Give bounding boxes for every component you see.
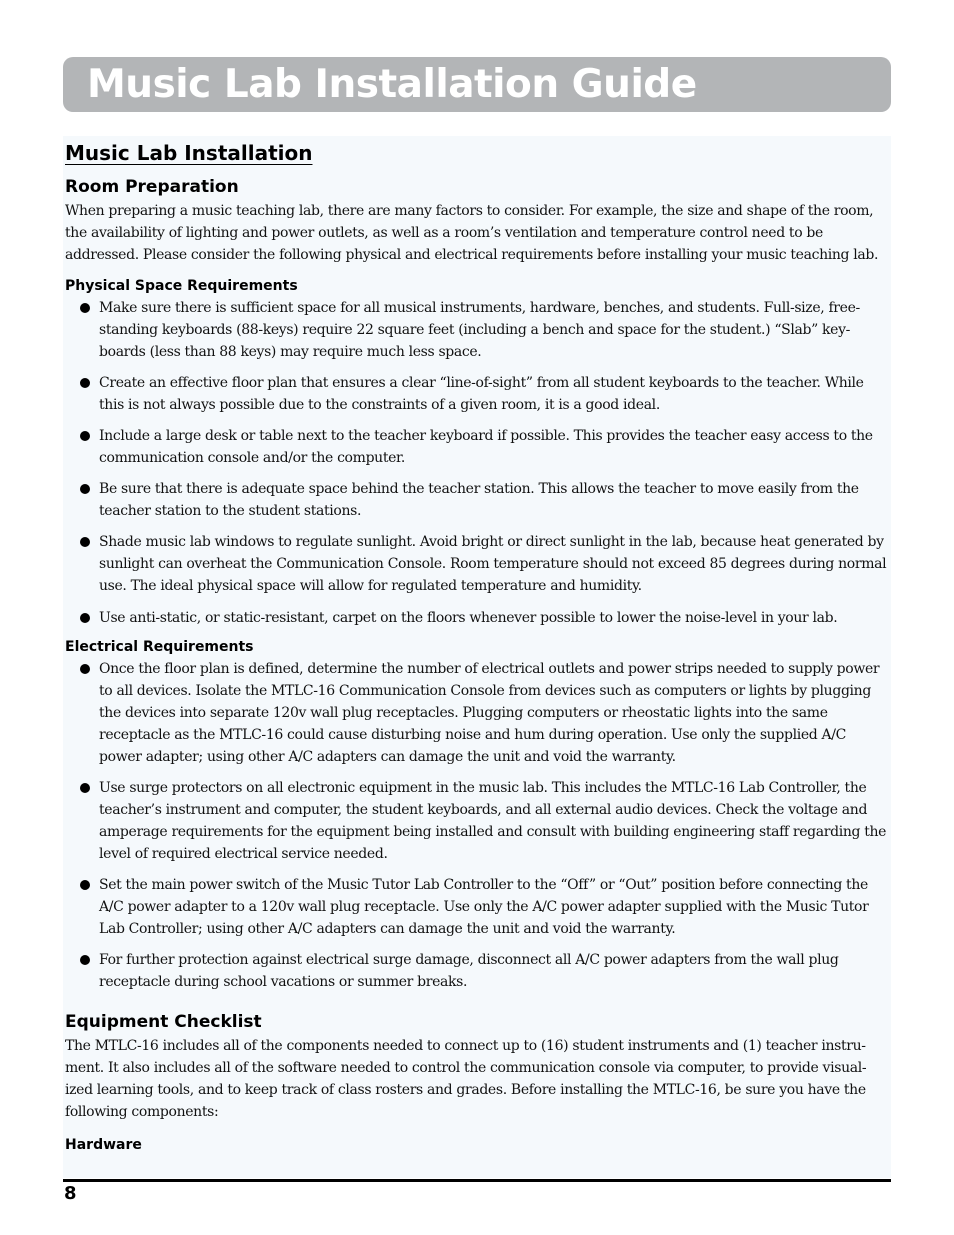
list-item-text: For further protection against electrical surge damage, disconnect all A/C power adapters from the wall plug receptacle during school vacations or summer breaks.	[99, 952, 839, 990]
list-item	[65, 949, 887, 993]
list-item-text: Be sure that there is adequate space behind the teacher station. This allows the teacher to move easily from the teacher station to the student stations.	[99, 481, 859, 519]
list-item	[65, 297, 887, 363]
list-item-text: Include a large desk or table next to the teacher keyboard if possible. This provides the teacher easy access to the communication console and/or the computer.	[99, 428, 873, 466]
physical-space-list	[65, 297, 887, 629]
footer-rule	[63, 1179, 891, 1182]
content-body	[65, 136, 887, 1156]
content-panel	[63, 136, 891, 1178]
list-item	[65, 531, 887, 597]
room-preparation-text: When preparing a music teaching lab, there are many factors to consider. For example, the size and shape of the room, the availability of lighting and power outlets, as well as a room’s ventilation and temperature control need to be addressed. Please consider the following physical and electrical requirements before installing your music teaching lab.	[65, 203, 879, 263]
hardware-heading: Hardware	[65, 1137, 142, 1153]
list-item-text: Use surge protectors on all electronic equipment in the music lab. This includes the MTLC-16 Lab Controller, the teacher’s instrument and computer, the student keyboards, and all external audio devices. Check the voltage and amperage requirements for the equipment being installed and consult with building engineering staff regarding the level of required electrical service needed.	[99, 780, 887, 862]
physical-space-heading: Physical Space Requirements	[65, 278, 298, 294]
list-item-text: Use anti-static, or static-resistant, carpet on the floors whenever possible to lower the noise-level in your lab.	[99, 610, 838, 626]
list-item	[65, 607, 887, 629]
bullet-icon	[80, 431, 90, 441]
bullet-icon	[80, 664, 90, 674]
list-item	[65, 372, 887, 416]
page-title: Music Lab Installation Guide	[87, 62, 697, 107]
electrical-heading: Electrical Requirements	[65, 639, 254, 655]
list-item-text: Make sure there is sufficient space for all musical instruments, hardware, benches, and students. Full-size, free-standing keyboards (88-keys) require 22 square feet (including a bench and space for the student.) “Slab” key-boards (less than 88 keys) may require much less space.	[99, 300, 860, 360]
bullet-icon	[80, 537, 90, 547]
list-item-text: Once the floor plan is defined, determine the number of electrical outlets and power strips needed to supply power to all devices. Isolate the MTLC-16 Communication Console from devices such as computers or lights by plugging the devices into separate 120v wall plug receptacles. Plugging computers or rheostatic lights into the same receptacle as the MTLC-16 could cause disturbing noise and hum during operation. Use only the supplied A/C power adapter; using other A/C adapters can damage the unit and void the warranty.	[99, 661, 880, 765]
bullet-icon	[80, 484, 90, 494]
list-item	[65, 874, 887, 940]
list-item	[65, 478, 887, 522]
title-banner	[63, 57, 891, 112]
bullet-icon	[80, 378, 90, 388]
page-number: 8	[64, 1183, 77, 1204]
list-item-text: Shade music lab windows to regulate sunlight. Avoid bright or direct sunlight in the lab, because heat generated by sunlight can overheat the Communication Console. Room temperature should not exceed 85 degrees during normal use. The ideal physical space will allow for regulated temperature and humidity.	[99, 534, 887, 594]
list-item-text: Set the main power switch of the Music Tutor Lab Controller to the “Off” or “Out” position before connecting the A/C power adapter to a 120v wall plug receptacle. Use only the A/C power adapter supplied with the Music Tutor Lab Controller; using other A/C adapters can damage the unit and void the warranty.	[99, 877, 869, 937]
equipment-checklist-text: The MTLC-16 includes all of the components needed to connect up to (16) student instruments and (1) teacher instru-ment. It also includes all of the software needed to control the communication console via computer, to provide visual-ized learning tools, and to keep track of class rosters and grades. Before installing the MTLC-16, be sure you have the following components:	[65, 1038, 867, 1120]
bullet-icon	[80, 955, 90, 965]
bullet-icon	[80, 613, 90, 623]
list-item	[65, 658, 887, 768]
list-item-text: Create an effective floor plan that ensures a clear “line-of-sight” from all student keyboards to the teacher. While this is not always possible due to the constraints of a given room, it is a good ideal.	[99, 375, 864, 413]
equipment-checklist-heading: Equipment Checklist	[65, 1012, 262, 1032]
list-item	[65, 425, 887, 469]
bullet-icon	[80, 783, 90, 793]
list-item	[65, 777, 887, 865]
section-title: Music Lab Installation	[65, 141, 313, 165]
bullet-icon	[80, 303, 90, 313]
electrical-list	[65, 658, 887, 993]
bullet-icon	[80, 880, 90, 890]
room-preparation-heading: Room Preparation	[65, 177, 239, 197]
